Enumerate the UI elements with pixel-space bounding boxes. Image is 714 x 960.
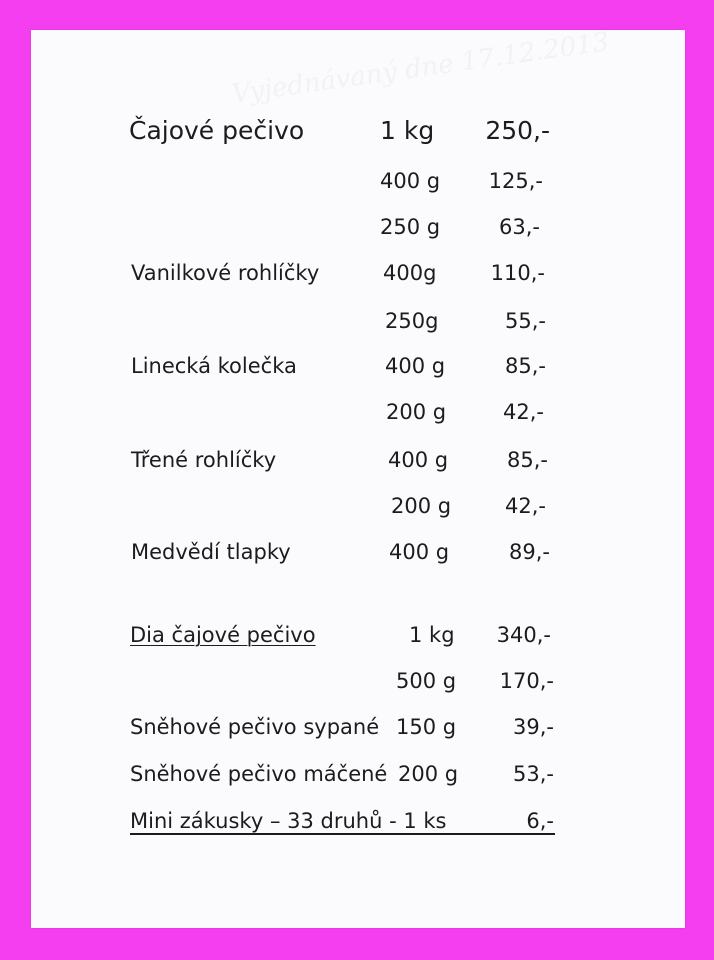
row-qty: 400g bbox=[383, 261, 437, 285]
row-price: 63,- bbox=[499, 215, 540, 239]
title-name: Čajové pečivo bbox=[129, 116, 305, 145]
row-price: 125,- bbox=[488, 169, 543, 193]
row-name-underlined: Dia čajové pečivo bbox=[130, 623, 316, 647]
row-name: Třené rohlíčky bbox=[131, 448, 277, 472]
footer-price: 6,- bbox=[526, 809, 554, 833]
row-qty: 400 g bbox=[380, 169, 441, 193]
handwritten-signature: Vyjednávaný dne 17.12.2013 bbox=[230, 27, 612, 110]
title-price: 250,- bbox=[485, 116, 550, 145]
row-qty: 400 g bbox=[389, 540, 450, 564]
row-price: 42,- bbox=[505, 494, 546, 518]
row-qty: 1 kg bbox=[409, 623, 455, 647]
row-price: 85,- bbox=[505, 354, 546, 378]
row-price: 42,- bbox=[503, 400, 544, 424]
title-qty: 1 kg bbox=[380, 116, 435, 145]
footer-text: Mini zákusky – 33 druhů - 1 ks bbox=[130, 809, 447, 833]
price-list-sheet bbox=[31, 30, 685, 928]
row-qty: 250g bbox=[385, 309, 439, 333]
row-qty: 400 g bbox=[388, 448, 449, 472]
row-price: 170,- bbox=[499, 669, 554, 693]
row-name: Linecká kolečka bbox=[131, 354, 297, 378]
row-name: Sněhové pečivo sypané bbox=[130, 715, 380, 739]
row-name: Sněhové pečivo máčené bbox=[130, 762, 388, 786]
row-price: 340,- bbox=[496, 623, 551, 647]
row-price: 39,- bbox=[513, 715, 554, 739]
row-name: Medvědí tlapky bbox=[131, 540, 291, 564]
row-name: Vanilkové rohlíčky bbox=[131, 261, 320, 285]
row-price: 85,- bbox=[507, 448, 548, 472]
row-qty: 200 g bbox=[398, 762, 459, 786]
row-price: 89,- bbox=[509, 540, 550, 564]
footer-underline bbox=[130, 833, 555, 835]
row-qty: 250 g bbox=[380, 215, 441, 239]
row-qty: 200 g bbox=[391, 494, 452, 518]
row-qty: 200 g bbox=[386, 400, 447, 424]
row-qty: 400 g bbox=[385, 354, 446, 378]
row-price: 55,- bbox=[505, 309, 546, 333]
row-qty: 150 g bbox=[396, 715, 457, 739]
row-price: 110,- bbox=[490, 261, 545, 285]
row-qty: 500 g bbox=[396, 669, 457, 693]
row-price: 53,- bbox=[513, 762, 554, 786]
